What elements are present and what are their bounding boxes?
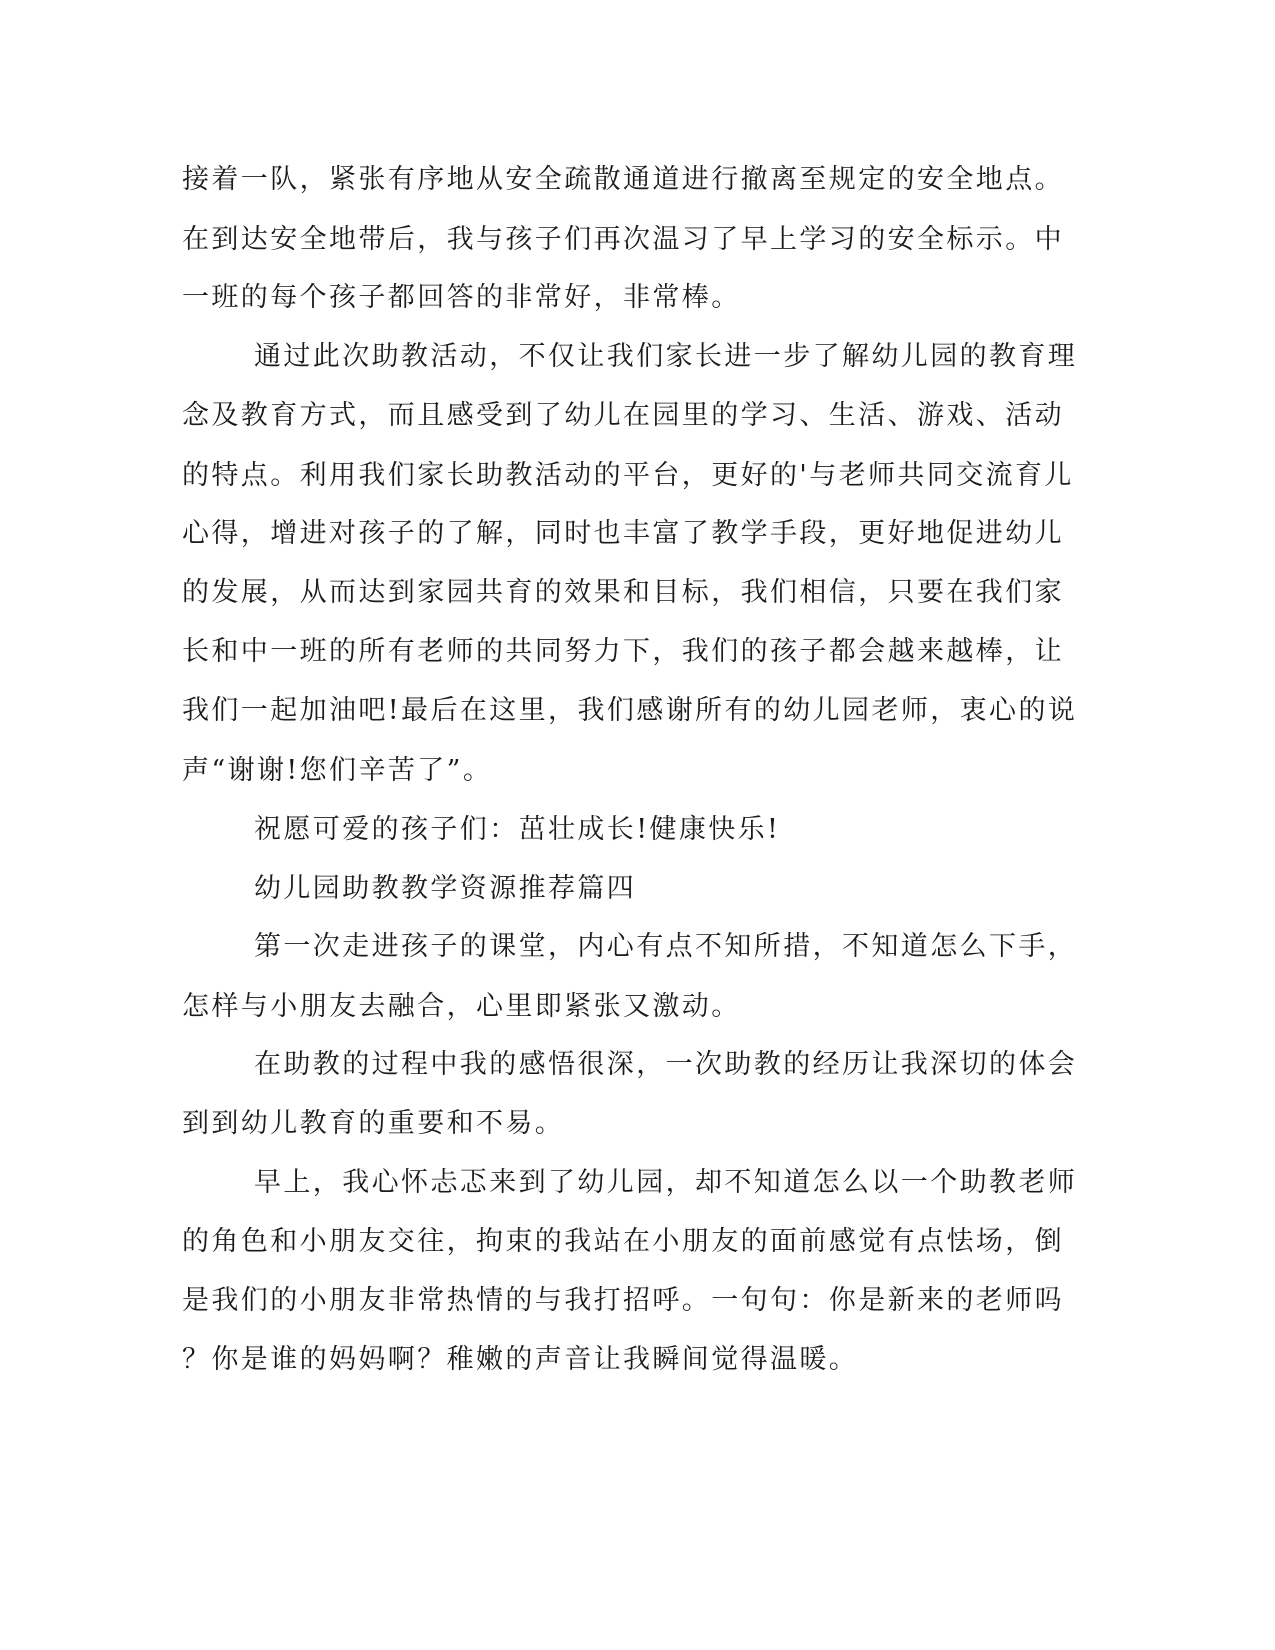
- text-line: 第一次走进孩子的课堂，内心有点不知所措，不知道怎么下手，: [254, 931, 1078, 962]
- text-line: 一班的每个孩子都回答的非常好，非常棒。: [182, 282, 741, 313]
- text-line: 的角色和小朋友交往，拘束的我站在小朋友的面前感觉有点怯场，倒: [182, 1226, 1064, 1257]
- text-line: 是我们的小朋友非常热情的与我打招呼。一句句：你是新来的老师吗: [182, 1285, 1064, 1316]
- text-line: ？你是谁的妈妈啊？稚嫩的声音让我瞬间觉得温暖。: [182, 1344, 859, 1375]
- section-heading: 幼儿园助教教学资源推荐篇四: [254, 873, 637, 904]
- text-line: 的特点。利用我们家长助教活动的平台，更好的'与老师共同交流育儿: [182, 460, 1074, 491]
- text-line: 声“谢谢!您们辛苦了”。: [182, 755, 493, 786]
- text-line: 的发展，从而达到家园共育的效果和目标，我们相信，只要在我们家: [182, 577, 1064, 608]
- text-line: 在到达安全地带后，我与孩子们再次温习了早上学习的安全标示。中: [182, 224, 1064, 255]
- text-line: 心得，增进对孩子的了解，同时也丰富了教学手段，更好地促进幼儿: [182, 518, 1064, 549]
- text-line: 接着一队，紧张有序地从安全疏散通道进行撤离至规定的安全地点。: [182, 164, 1064, 195]
- text-line: 我们一起加油吧!最后在这里，我们感谢所有的幼儿园老师，衷心的说: [182, 695, 1078, 726]
- text-line: 念及教育方式，而且感受到了幼儿在园里的学习、生活、游戏、活动: [182, 400, 1064, 431]
- text-line: 长和中一班的所有老师的共同努力下，我们的孩子都会越来越棒，让: [182, 636, 1064, 667]
- text-line: 怎样与小朋友去融合，心里即紧张又激动。: [182, 991, 741, 1022]
- text-line: 通过此次助教活动，不仅让我们家长进一步了解幼儿园的教育理: [254, 341, 1078, 372]
- text-line: 在助教的过程中我的感悟很深，一次助教的经历让我深切的体会: [254, 1049, 1078, 1080]
- text-line: 到到幼儿教育的重要和不易。: [182, 1108, 565, 1139]
- text-line: 祝愿可爱的孩子们：茁壮成长!健康快乐!: [254, 814, 781, 845]
- text-line: 早上，我心怀忐忑来到了幼儿园，却不知道怎么以一个助教老师: [254, 1167, 1078, 1198]
